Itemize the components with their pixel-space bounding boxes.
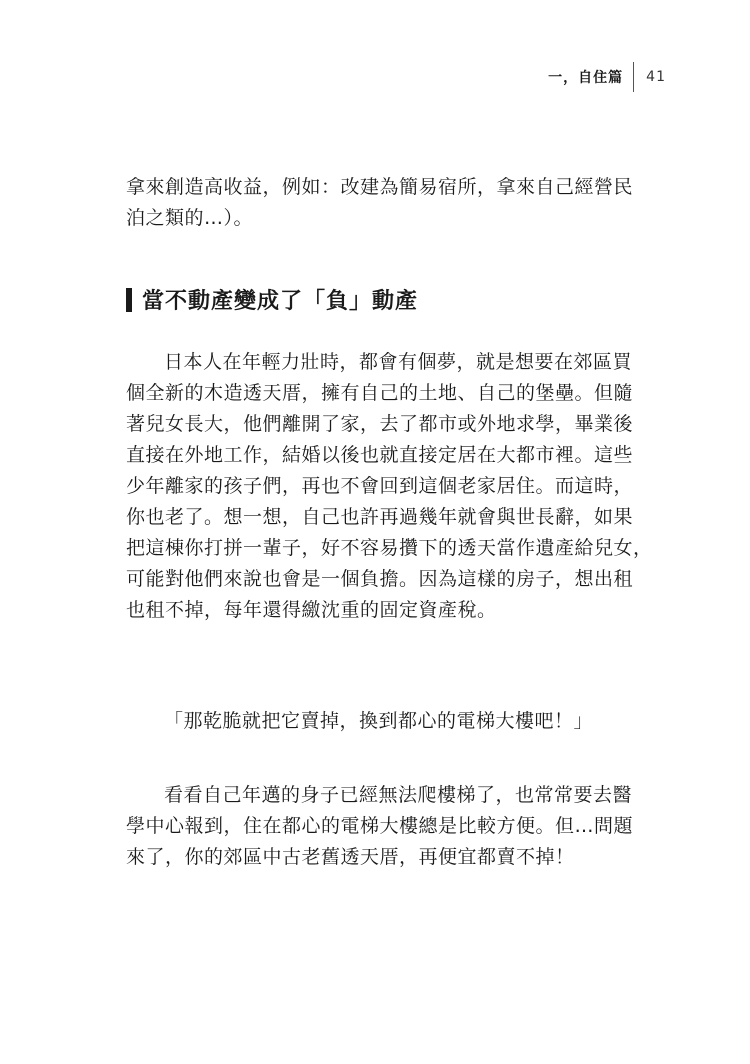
intro-line: 拿來創造高收益，例如：改建為簡易宿所，拿來自己經營民 — [126, 176, 634, 198]
paragraph-line: 來了，你的郊區中古老舊透天厝，再便宜都賣不掉！ — [126, 846, 575, 868]
paragraph-line: 看看自己年邁的身子已經無法爬樓梯了，也常常要去醫 — [164, 784, 633, 806]
section-heading — [126, 284, 418, 315]
paragraph-line: 少年離家的孩子們，再也不會回到這個老家居住。而這時， — [126, 475, 634, 497]
quote-text: 「那乾脆就把它賣掉，換到都心的電梯大樓吧！」 — [164, 710, 594, 732]
paragraph-line: 日本人在年輕力壯時，都會有個夢，就是想要在郊區買 — [164, 351, 633, 373]
paragraph-line: 著兒女長大，他們離開了家，去了都市或外地求學，畢業後 — [126, 413, 634, 435]
running-head-divider — [633, 62, 634, 92]
running-head-section: 一，自住篇 — [548, 70, 624, 86]
paragraph-line: 可能對他們來說也會是一個負擔。因為這樣的房子，想出租 — [126, 568, 634, 590]
paragraph-line: 個全新的木造透天厝，擁有自己的土地、自己的堡壘。但隨 — [126, 382, 634, 404]
page-number: 41 — [646, 69, 666, 85]
paragraph-line: 把這棟你打拼一輩子，好不容易攢下的透天當作遺產給兒女， — [126, 537, 653, 559]
intro-line: 泊之類的…）。 — [126, 207, 254, 229]
paragraph-line: 學中心報到，住在都心的電梯大樓總是比較方便。但…問題 — [126, 815, 634, 837]
paragraph-2 — [126, 780, 654, 873]
heading-text: 當不動產變成了「負」動產 — [142, 289, 419, 314]
heading-bar — [126, 288, 132, 312]
paragraph-line: 也租不掉，每年還得繳沈重的固定資產稅。 — [126, 599, 497, 621]
intro-paragraph — [126, 172, 654, 234]
paragraph-line: 你也老了。想一想，自己也許再過幾年就會與世長辭，如果 — [126, 506, 634, 528]
quote-paragraph — [126, 706, 654, 737]
paragraph-line: 直接在外地工作，結婚以後也就直接定居在大都市裡。這些 — [126, 444, 634, 466]
running-head — [548, 62, 666, 92]
paragraph-1 — [126, 347, 654, 626]
